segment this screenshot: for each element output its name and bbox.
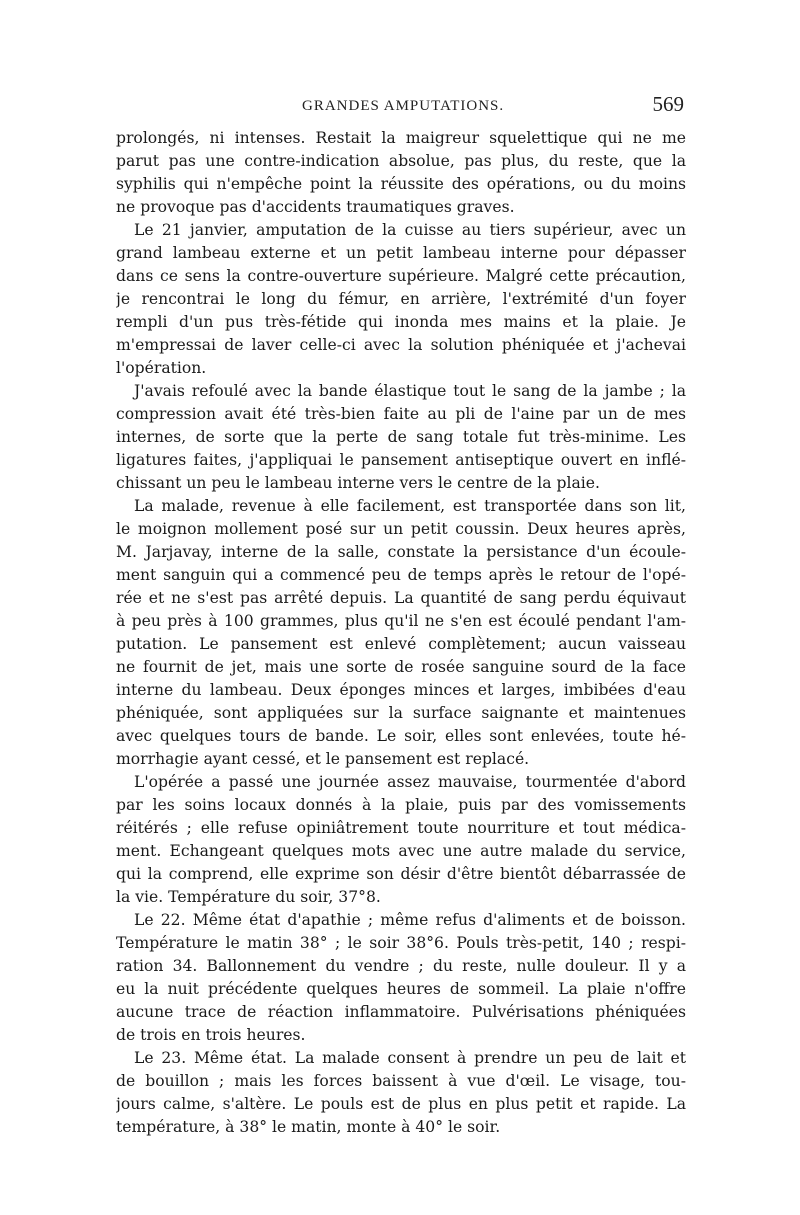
text-line: ne provoque pas d'accidents traumatiques graves.	[116, 198, 515, 216]
text-line: La malade, revenue à elle facilement, est transportée dans son lit,	[134, 497, 686, 515]
text-line: avec quelques tours de bande. Le soir, elles sont enlevées, toute hé-	[116, 727, 686, 745]
text-line: ne fournit de jet, mais une sorte de rosée sanguine sourd de la face	[116, 658, 686, 676]
text-line: par les soins locaux donnés à la plaie, puis par des vomissements	[116, 796, 686, 814]
text-line: compression avait été très-bien faite au pli de l'aine par un de mes	[116, 405, 686, 423]
paragraph	[116, 127, 686, 219]
text-line: syphilis qui n'empêche point la réussite des opérations, ou du moins	[116, 175, 686, 193]
text-line: eu la nuit précédente quelques heures de sommeil. La plaie n'offre	[116, 980, 686, 998]
text-line: réitérés ; elle refuse opiniâtrement toute nourriture et tout médica-	[116, 819, 686, 837]
text-line: Le 21 janvier, amputation de la cuisse au tiers supérieur, avec un	[134, 221, 686, 239]
page-number: 569	[652, 92, 684, 116]
paragraph	[116, 219, 686, 380]
text-line: internes, de sorte que la perte de sang totale fut très-minime. Les	[116, 428, 686, 446]
text-line: ment. Echangeant quelques mots avec une autre malade du service,	[116, 842, 686, 860]
text-line: rée et ne s'est pas arrêté depuis. La quantité de sang perdu équivaut	[116, 589, 686, 607]
text-line: le moignon mollement posé sur un petit coussin. Deux heures après,	[116, 520, 686, 538]
text-line: de trois en trois heures.	[116, 1026, 306, 1044]
text-line: jours calme, s'altère. Le pouls est de plus en plus petit et rapide. La	[116, 1095, 686, 1113]
text-line: Le 23. Même état. La malade consent à prendre un peu de lait et	[134, 1049, 686, 1067]
text-line: interne du lambeau. Deux éponges minces et larges, imbibées d'eau	[116, 681, 686, 699]
text-line: rempli d'un pus très-fétide qui inonda mes mains et la plaie. Je	[116, 313, 686, 331]
text-line: prolongés, ni intenses. Restait la maigreur squelettique qui ne me	[116, 129, 686, 147]
text-line: Le 22. Même état d'apathie ; même refus d'aliments et de boisson.	[134, 911, 686, 929]
text-line: morrhagie ayant cessé, et le pansement est replacé.	[116, 750, 530, 768]
text-line: à peu près à 100 grammes, plus qu'il ne s'en est écoulé pendant l'am-	[116, 612, 686, 630]
paragraph	[116, 495, 686, 771]
text-line: ligatures faites, j'appliquai le pansement antiseptique ouvert en inflé-	[116, 451, 686, 469]
text-line: température, à 38° le matin, monte à 40° le soir.	[116, 1118, 501, 1136]
running-header	[116, 92, 686, 122]
paragraph	[116, 909, 686, 1047]
text-line: je rencontrai le long du fémur, en arrière, l'extrémité d'un foyer	[116, 290, 686, 308]
paragraph	[116, 1047, 686, 1139]
paragraph	[116, 380, 686, 495]
text-line: L'opérée a passé une journée assez mauvaise, tourmentée d'abord	[134, 773, 686, 791]
text-line: Température le matin 38° ; le soir 38°6. Pouls très-petit, 140 ; respi-	[116, 934, 686, 952]
text-line: la vie. Température du soir, 37°8.	[116, 888, 381, 906]
paragraph	[116, 771, 686, 909]
text-line: putation. Le pansement est enlevé complètement; aucun vaisseau	[116, 635, 686, 653]
text-line: de bouillon ; mais les forces baissent à vue d'œil. Le visage, tou-	[116, 1072, 686, 1090]
running-header-title: GRANDES AMPUTATIONS.	[302, 98, 505, 114]
text-line: chissant un peu le lambeau interne vers le centre de la plaie.	[116, 474, 600, 492]
body-text	[116, 127, 686, 1139]
text-line: dans ce sens la contre-ouverture supérieure. Malgré cette précaution,	[116, 267, 686, 285]
text-line: qui la comprend, elle exprime son désir d'être bientôt débarrassée de	[116, 865, 686, 883]
text-line: phéniquée, sont appliquées sur la surface saignante et maintenues	[116, 704, 686, 722]
text-line: aucune trace de réaction inflammatoire. Pulvérisations phéniquées	[116, 1003, 686, 1021]
text-line: M. Jarjavay, interne de la salle, constate la persistance d'un écoule-	[116, 543, 686, 561]
text-line: ment sanguin qui a commencé peu de temps après le retour de l'opé-	[116, 566, 686, 584]
text-line: J'avais refoulé avec la bande élastique tout le sang de la jambe ; la	[134, 382, 686, 400]
text-line: m'empressai de laver celle-ci avec la solution phéniquée et j'achevai	[116, 336, 686, 354]
text-line: parut pas une contre-indication absolue, pas plus, du reste, que la	[116, 152, 686, 170]
text-line: ration 34. Ballonnement du vendre ; du reste, nulle douleur. Il y a	[116, 957, 686, 975]
text-line: grand lambeau externe et un petit lambeau interne pour dépasser	[116, 244, 686, 262]
text-line: l'opération.	[116, 359, 207, 377]
